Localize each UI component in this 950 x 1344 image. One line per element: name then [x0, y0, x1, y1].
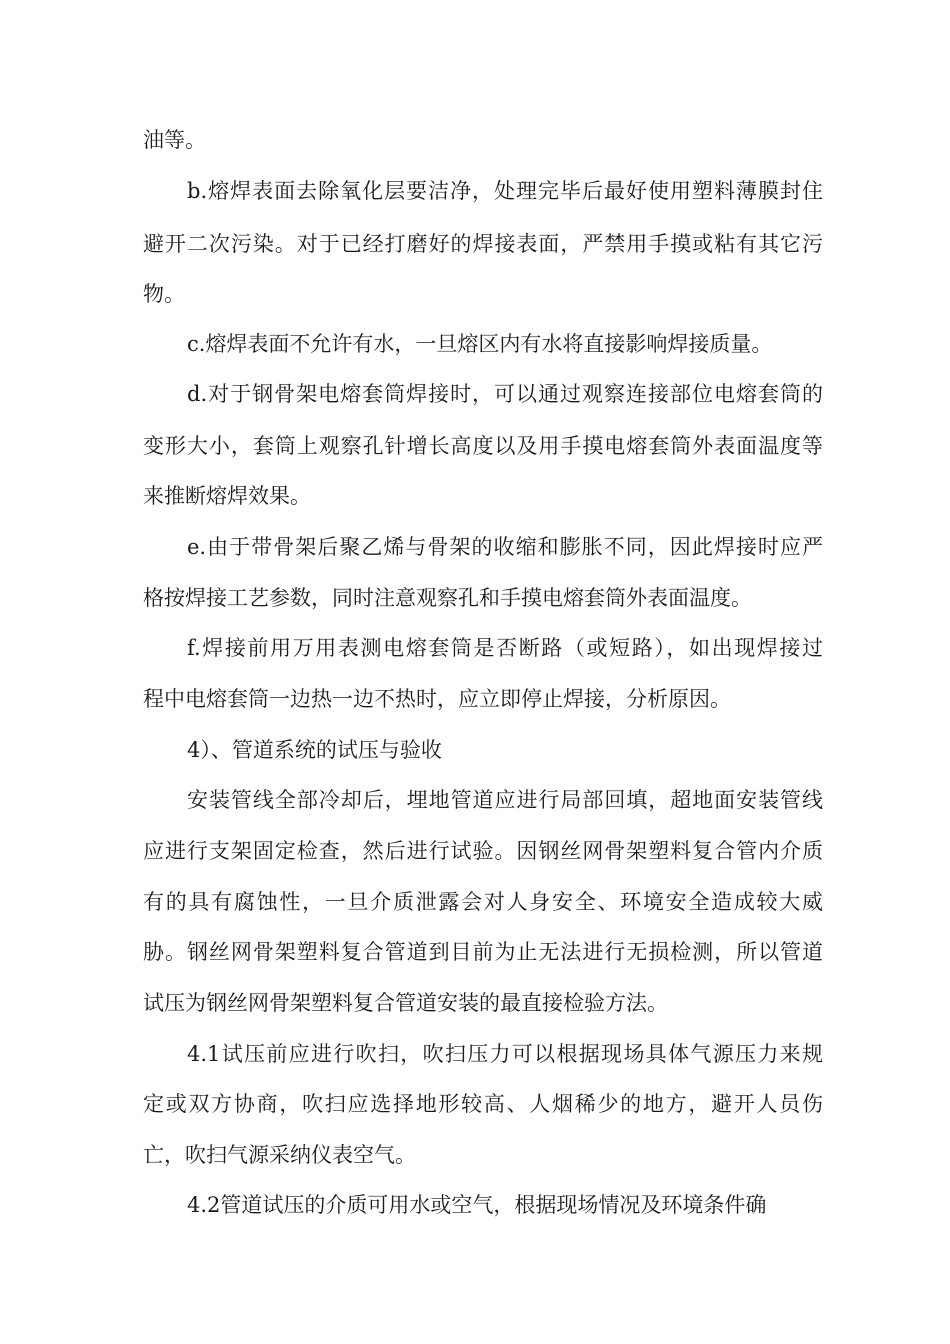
text-line-8: 来推断熔焊效果。 [143, 484, 311, 508]
text-line-11: f.焊接前用万用表测电熔套筒是否断路（或短路），如出现焊接过 [187, 636, 823, 660]
section-heading: 4）、管道系统的试压与验收 [187, 738, 442, 762]
text-line-12: 程中电熔套筒一边热一边不热时，应立即停止焊接，分析原因。 [143, 687, 731, 711]
text-line-16: 有的具有腐蚀性，一旦介质泄露会对人身安全、环境安全造成较大威 [143, 890, 823, 914]
text-line-2: b.熔焊表面去除氧化层要洁净，处理完毕后最好使用塑料薄膜封住 [187, 179, 823, 203]
text-line-5: c.熔焊表面不允许有水，一旦熔区内有水将直接影响焊接质量。 [187, 332, 773, 356]
text-line-19: 4.1试压前应进行吹扫，吹扫压力可以根据现场具体气源压力来规 [187, 1042, 823, 1066]
text-line-3: 避开二次污染。对于已经打磨好的焊接表面，严禁用手摸或粘有其它污 [143, 232, 823, 256]
text-line-20: 定或双方协商，吹扫应选择地形较高、人烟稀少的地方，避开人员伤 [143, 1092, 823, 1116]
text-line-17: 胁。钢丝网骨架塑料复合管道到目前为止无法进行无损检测，所以管道 [143, 940, 823, 964]
text-line-18: 试压为钢丝网骨架塑料复合管道安装的最直接检验方法。 [143, 991, 668, 1015]
text-line-9: e.由于带骨架后聚乙烯与骨架的收缩和膨胀不同，因此焊接时应严 [187, 535, 823, 559]
text-line-15: 应进行支架固定检查，然后进行试验。因钢丝网骨架塑料复合管内介质 [143, 839, 823, 863]
text-line-21: 亡，吹扫气源采纳仪表空气。 [143, 1143, 416, 1167]
text-line-7: 变形大小，套筒上观察孔针增长高度以及用手摸电熔套筒外表面温度等 [143, 434, 823, 458]
text-line-22: 4.2管道试压的介质可用水或空气，根据现场情况及环境条件确 [187, 1193, 767, 1217]
text-line-14: 安装管线全部冷却后，埋地管道应进行局部回填，超地面安装管线 [187, 788, 823, 812]
text-line-10: 格按焊接工艺参数，同时注意观察孔和手摸电熔套筒外表面温度。 [143, 586, 752, 610]
text-line-1: 油等。 [143, 128, 206, 152]
text-line-6: d.对于钢骨架电熔套筒焊接时，可以通过观察连接部位电熔套筒的 [187, 382, 823, 406]
text-line-4: 物。 [143, 282, 185, 306]
